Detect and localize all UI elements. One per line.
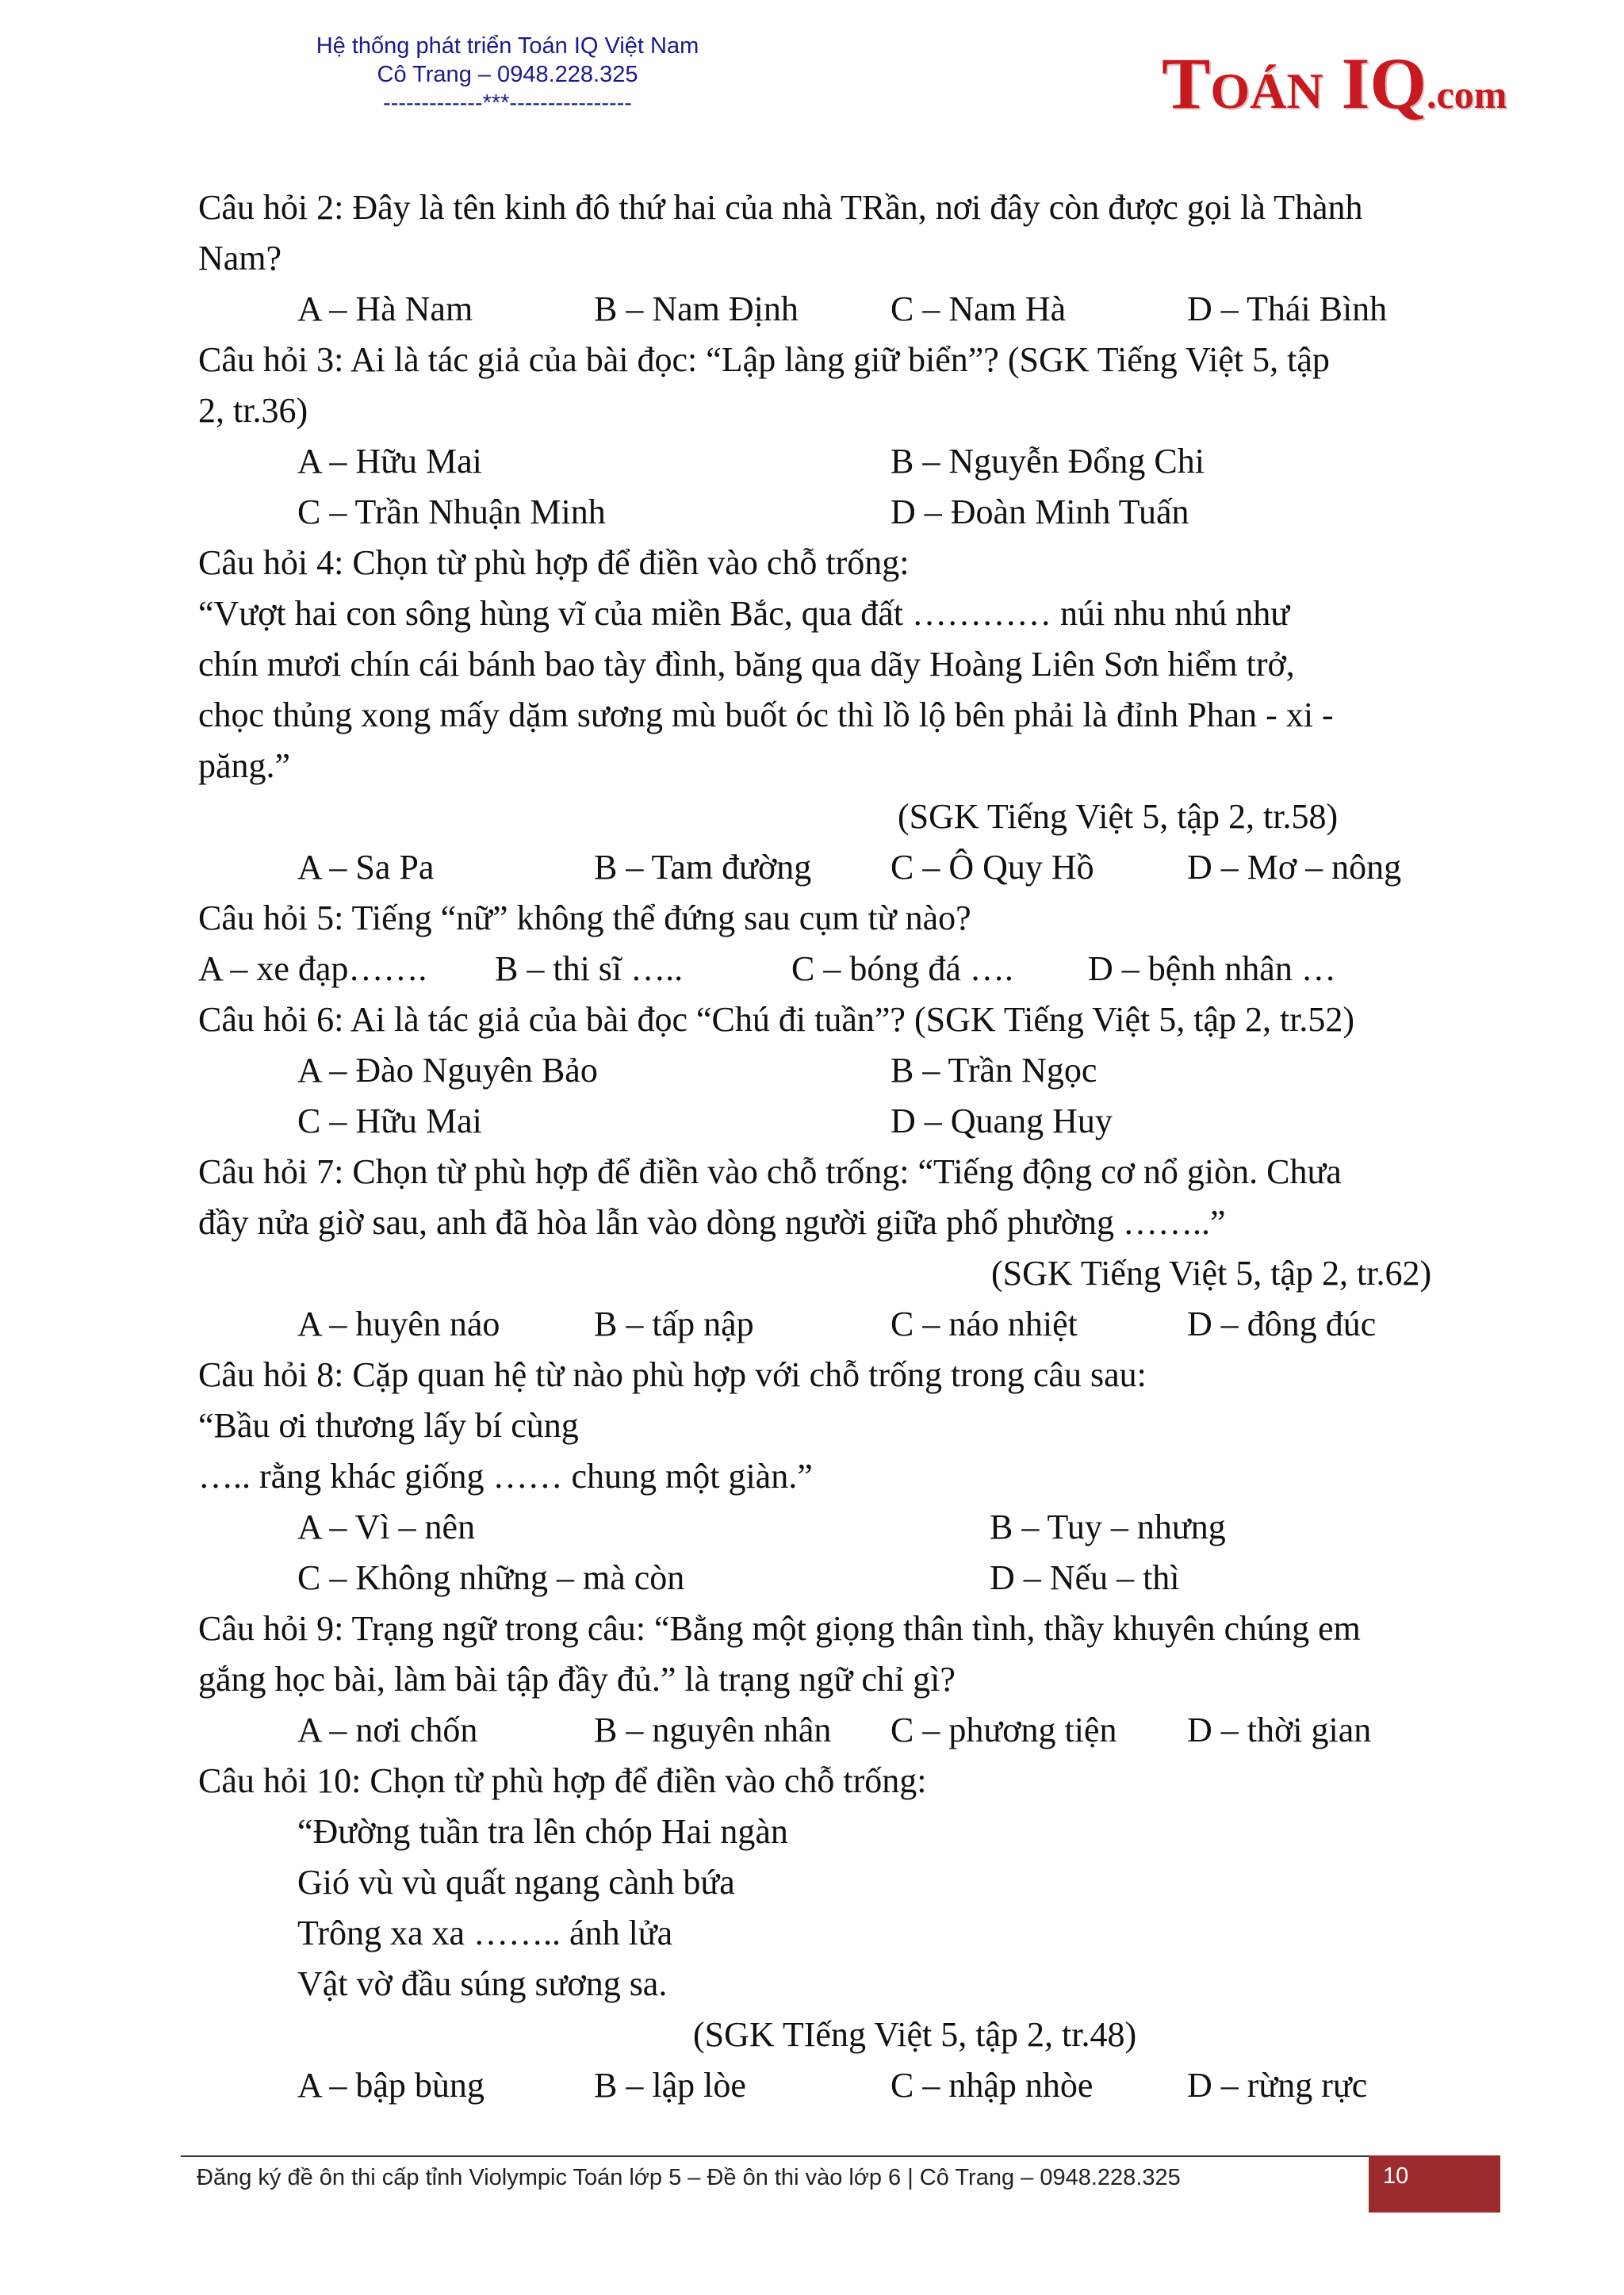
q9-option-d: D – thời gian: [1187, 1711, 1372, 1749]
header-line-3: -------------***----------------: [383, 90, 632, 116]
q4-option-b: B – Tam đường: [594, 848, 812, 887]
question-10-verse-2: Gió vù vù quất ngang cành bứa: [297, 1863, 735, 1902]
q8-option-c: C – Không những – mà còn: [297, 1558, 685, 1597]
q9-option-b: B – nguyên nhân: [594, 1711, 832, 1749]
q3-option-b: B – Nguyễn Đổng Chi: [891, 442, 1205, 481]
q9-option-c: C – phương tiện: [891, 1711, 1117, 1749]
q4-option-d: D – Mơ – nông: [1187, 848, 1402, 887]
q3-option-d: D – Đoàn Minh Tuấn: [891, 492, 1189, 531]
logo-part-1: T: [1162, 43, 1211, 124]
question-10-verse-1: “Đường tuần tra lên chóp Hai ngàn: [297, 1812, 788, 1851]
q9-option-a: A – nơi chốn: [297, 1711, 478, 1749]
logo-part-2: OÁN: [1210, 63, 1323, 119]
question-4-source: (SGK Tiếng Việt 5, tập 2, tr.58): [898, 797, 1339, 836]
question-7-source: (SGK Tiếng Việt 5, tập 2, tr.62): [991, 1254, 1432, 1293]
header-line-1: Hệ thống phát triển Toán IQ Việt Nam: [316, 33, 699, 59]
question-10: Câu hỏi 10: Chọn từ phù hợp để điền vào chỗ trống:: [198, 1761, 927, 1800]
q10-option-d: D – rừng rực: [1187, 2066, 1368, 2105]
question-7-cont: đầy nửa giờ sau, anh đã hòa lẫn vào dòng người giữa phố phường ……..”: [198, 1203, 1226, 1242]
question-4-passage-3: chọc thủng xong mấy dặm sương mù buốt óc thì lồ lộ bên phải là đỉnh Phan - xi -: [198, 695, 1334, 734]
question-4-passage-2: chín mươi chín cái bánh bao tày đình, băng qua dãy Hoàng Liên Sơn hiểm trở,: [198, 645, 1295, 684]
q2-option-b: B – Nam Định: [594, 289, 799, 328]
q10-option-a: A – bập bùng: [297, 2066, 485, 2105]
q7-option-a: A – huyên náo: [297, 1305, 500, 1343]
question-4-passage-1: “Vượt hai con sông hùng vĩ của miền Bắc, qua đất ………… núi nhu nhú như: [198, 594, 1290, 633]
page-number: 10: [1369, 2155, 1500, 2213]
q6-option-d: D – Quang Huy: [891, 1102, 1113, 1140]
header-info: [262, 32, 753, 117]
q8-option-d: D – Nếu – thì: [990, 1558, 1180, 1597]
question-3: Câu hỏi 3: Ai là tác giả của bài đọc: “Lập làng giữ biển”? (SGK Tiếng Việt 5, tập: [198, 340, 1330, 379]
q8-option-b: B – Tuy – nhưng: [990, 1508, 1226, 1546]
question-7: Câu hỏi 7: Chọn từ phù hợp để điền vào chỗ trống: “Tiếng động cơ nổ giòn. Chưa: [198, 1152, 1342, 1191]
question-9-cont: gắng học bài, làm bài tập đầy đủ.” là trạng ngữ chỉ gì?: [198, 1660, 956, 1699]
q8-option-a: A – Vì – nên: [297, 1508, 476, 1546]
q7-option-d: D – đông đúc: [1187, 1305, 1377, 1343]
question-10-verse-3: Trông xa xa …….. ánh lửa: [297, 1914, 673, 1952]
q5-option-c: C – bóng đá ….: [791, 949, 1013, 988]
question-8-verse-1: “Bầu ơi thương lấy bí cùng: [198, 1406, 579, 1445]
logo-part-4: .com: [1426, 72, 1507, 117]
q2-option-a: A – Hà Nam: [297, 289, 473, 328]
question-5: Câu hỏi 5: Tiếng “nữ” không thể đứng sau cụm từ nào?: [198, 898, 971, 937]
q6-option-b: B – Trần Ngọc: [891, 1051, 1097, 1090]
q2-option-c: C – Nam Hà: [891, 289, 1067, 328]
header-line-2: Cô Trang – 0948.228.325: [377, 62, 638, 87]
q4-option-c: C – Ô Quy Hồ: [891, 848, 1094, 887]
q4-option-a: A – Sa Pa: [297, 848, 435, 887]
q6-option-c: C – Hữu Mai: [297, 1102, 482, 1140]
q2-option-d: D – Thái Bình: [1187, 289, 1388, 328]
question-9: Câu hỏi 9: Trạng ngữ trong câu: “Bằng một giọng thân tình, thầy khuyên chúng em: [198, 1609, 1361, 1648]
q10-option-c: C – nhập nhòe: [891, 2066, 1094, 2105]
question-4-passage-4: păng.”: [198, 746, 291, 785]
question-6: Câu hỏi 6: Ai là tác giả của bài đọc “Chú đi tuần”? (SGK Tiếng Việt 5, tập 2, tr.52): [198, 1000, 1355, 1039]
q6-option-a: A – Đào Nguyên Bảo: [297, 1051, 598, 1090]
question-10-source: (SGK TIếng Việt 5, tập 2, tr.48): [693, 2015, 1137, 2054]
toaniq-logo: [1162, 41, 1507, 128]
q3-option-a: A – Hữu Mai: [297, 442, 482, 481]
question-8-verse-2: ….. rằng khác giống …… chung một giàn.”: [198, 1457, 813, 1496]
question-10-verse-4: Vật vờ đầu súng sương sa.: [297, 1964, 668, 2003]
logo-part-3: IQ: [1323, 43, 1427, 124]
question-4: Câu hỏi 4: Chọn từ phù hợp để điền vào chỗ trống:: [198, 543, 910, 582]
q5-option-a: A – xe đạp…….: [198, 949, 427, 988]
question-2: Câu hỏi 2: Đây là tên kinh đô thứ hai của nhà TRần, nơi đây còn được gọi là Thành: [198, 188, 1363, 227]
footer-text: Đăng ký đề ôn thi cấp tỉnh Violympic Toán lớp 5 – Đề ôn thi vào lớp 6 | Cô Trang – 0948.228.325: [197, 2165, 1181, 2190]
q7-option-c: C – náo nhiệt: [891, 1305, 1078, 1343]
q5-option-d: D – bệnh nhân …: [1088, 949, 1336, 988]
question-8: Câu hỏi 8: Cặp quan hệ từ nào phù hợp với chỗ trống trong câu sau:: [198, 1355, 1147, 1394]
q10-option-b: B – lập lòe: [594, 2066, 746, 2105]
q7-option-b: B – tấp nập: [594, 1305, 754, 1343]
q3-option-c: C – Trần Nhuận Minh: [297, 492, 606, 531]
question-3-cont: 2, tr.36): [198, 391, 308, 430]
footer-divider: [181, 2155, 1497, 2157]
q5-option-b: B – thi sĩ …..: [495, 949, 684, 988]
question-2-cont: Nam?: [198, 239, 282, 278]
